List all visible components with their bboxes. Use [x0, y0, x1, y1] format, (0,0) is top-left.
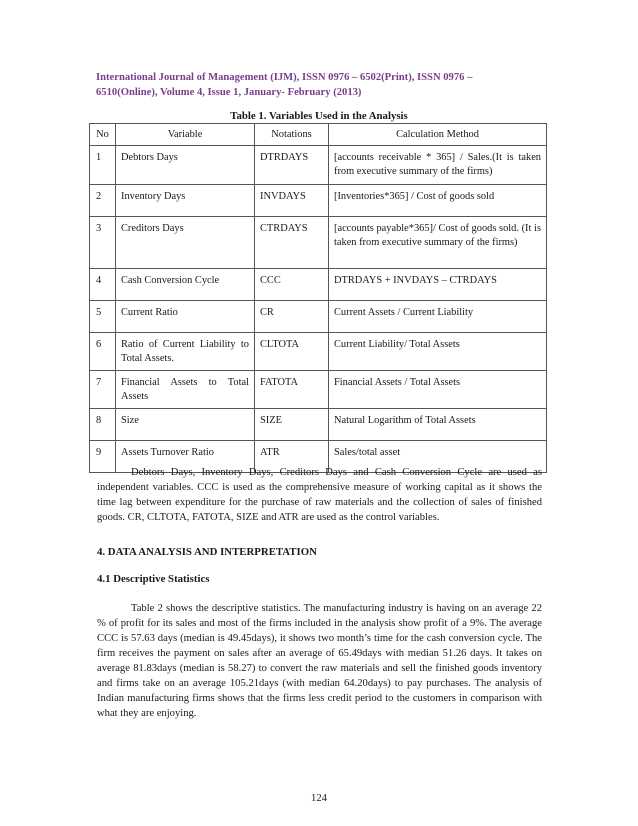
cell-no: 8	[90, 409, 116, 441]
cell-no: 4	[90, 269, 116, 301]
cell-notation: ATR	[255, 441, 329, 473]
paragraph-variables-text: Debtors Days, Inventory Days, Creditors Days and Cash Conversion Cycle are used as independent variables. CCC is used as the comprehensive measure of working capital as it shows the time lag between expenditure for the purchase of raw materials and the collection of sales of finished goods. CR, CLTOTA, FATOTA, SIZE and ATR are used as the control variables.	[97, 467, 542, 523]
cell-method: Financial Assets / Total Assets	[329, 371, 547, 409]
cell-method: [Inventories*365] / Cost of goods sold	[329, 185, 547, 217]
cell-method: Natural Logarithm of Total Assets	[329, 409, 547, 441]
journal-header-line1: International Journal of Management (IJM), ISSN 0976 – 6502(Print), ISSN 0976 –	[96, 72, 473, 83]
table-row	[90, 409, 547, 441]
paragraph-descriptive-statistics	[97, 601, 542, 721]
cell-variable: Assets Turnover Ratio	[116, 441, 255, 473]
table-header-row	[90, 124, 547, 146]
cell-method: [accounts receivable * 365] / Sales.(It is taken from executive summary of the firms)	[329, 146, 547, 185]
variables-table	[89, 123, 547, 473]
cell-method: Current Assets / Current Liability	[329, 301, 547, 333]
subsection-heading-descriptive-statistics: 4.1 Descriptive Statistics	[97, 573, 210, 585]
cell-variable: Size	[116, 409, 255, 441]
cell-no: 3	[90, 217, 116, 269]
cell-method: DTRDAYS + INVDAYS – CTRDAYS	[329, 269, 547, 301]
cell-notation: CCC	[255, 269, 329, 301]
table-row	[90, 301, 547, 333]
cell-notation: CLTOTA	[255, 333, 329, 371]
cell-method: Sales/total asset	[329, 441, 547, 473]
cell-method: [accounts payable*365]/ Cost of goods sold. (It is taken from executive summary of the firms)	[329, 217, 547, 269]
table-caption: Table 1. Variables Used in the Analysis	[230, 110, 408, 122]
cell-notation: INVDAYS	[255, 185, 329, 217]
paragraph-variables	[97, 465, 542, 525]
cell-variable: Debtors Days	[116, 146, 255, 185]
column-header-method: Calculation Method	[329, 124, 547, 146]
cell-notation: SIZE	[255, 409, 329, 441]
journal-header-line2: 6510(Online), Volume 4, Issue 1, January- February (2013)	[96, 87, 362, 98]
cell-no: 6	[90, 333, 116, 371]
page-number: 124	[311, 793, 327, 804]
section-heading-data-analysis: 4. DATA ANALYSIS AND INTERPRETATION	[97, 546, 317, 558]
cell-variable: Financial Assets to Total Assets	[116, 371, 255, 409]
table-row	[90, 333, 547, 371]
table-row	[90, 217, 547, 269]
cell-no: 7	[90, 371, 116, 409]
table-row	[90, 371, 547, 409]
cell-notation: FATOTA	[255, 371, 329, 409]
journal-header	[96, 70, 548, 100]
cell-variable: Inventory Days	[116, 185, 255, 217]
column-header-no: No	[90, 124, 116, 146]
cell-notation: CR	[255, 301, 329, 333]
cell-variable: Current Ratio	[116, 301, 255, 333]
table-row	[90, 269, 547, 301]
table-row	[90, 146, 547, 185]
cell-variable: Creditors Days	[116, 217, 255, 269]
cell-no: 1	[90, 146, 116, 185]
column-header-variable: Variable	[116, 124, 255, 146]
cell-notation: DTRDAYS	[255, 146, 329, 185]
cell-variable: Ratio of Current Liability to Total Assets.	[116, 333, 255, 371]
cell-no: 9	[90, 441, 116, 473]
column-header-notations: Notations	[255, 124, 329, 146]
cell-method: Current Liability/ Total Assets	[329, 333, 547, 371]
cell-variable: Cash Conversion Cycle	[116, 269, 255, 301]
cell-no: 5	[90, 301, 116, 333]
cell-notation: CTRDAYS	[255, 217, 329, 269]
table-row	[90, 185, 547, 217]
paragraph-descriptive-statistics-text: Table 2 shows the descriptive statistics. The manufacturing industry is having on an average 22 % of profit for its sales and most of the firms included in the analysis show profit of a 9%. The average CCC is 57.63 days (median is 49.45days), it shows two month’s time for the cash conversion cycle. The firm receives the payment on sales after an average of 65.49days with median 51.26 days. It takes on average 81.83days (median is 58.27) to convert the raw materials and sell the finished goods inventory and firms take on an average 105.21days (with median 64.20days) to pay purchases. The analysis of Indian manufacturing firms shows that the firms less credit period to the customers in comparison with what they are enjoying.	[97, 603, 542, 719]
cell-no: 2	[90, 185, 116, 217]
